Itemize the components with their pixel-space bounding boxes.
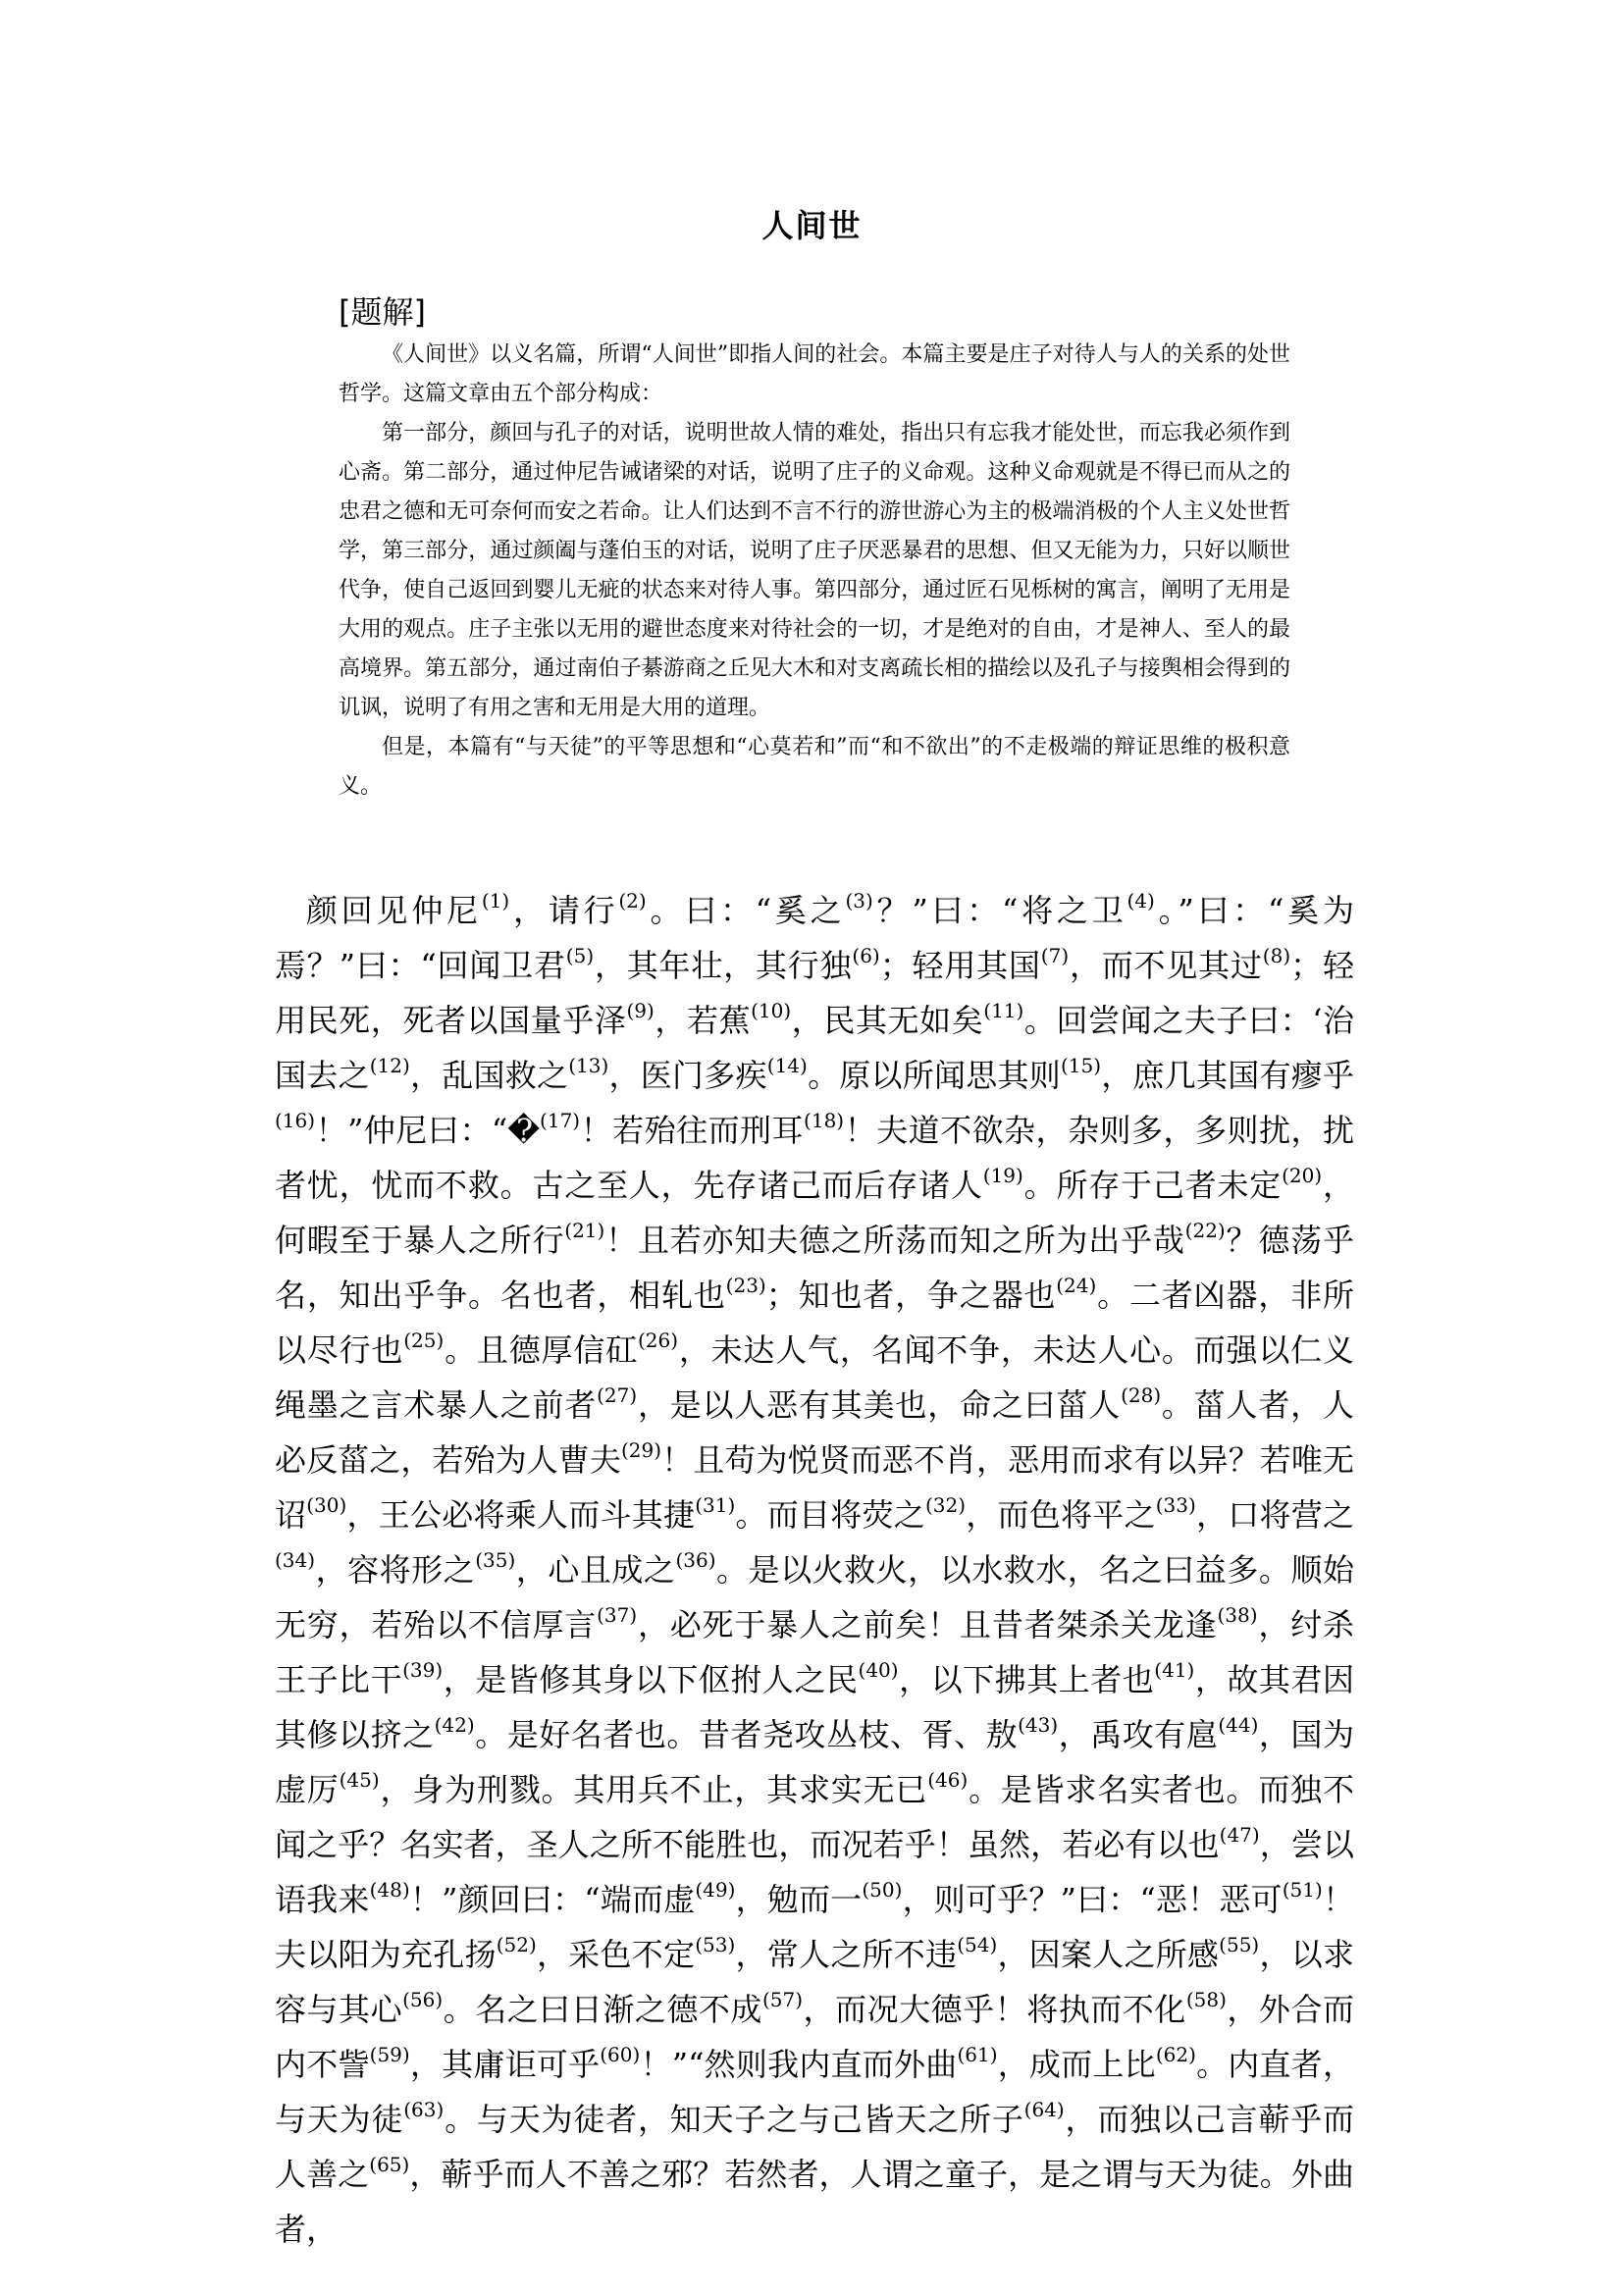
footnote-marker: (64) — [1023, 2098, 1065, 2121]
text-segment: ，因案人之所感 — [997, 1936, 1220, 1973]
text-segment: ；轻用其国 — [879, 947, 1041, 984]
text-segment: ！”仲尼曰：“� — [315, 1112, 541, 1149]
footnote-marker: (53) — [695, 1933, 736, 1956]
footnote-marker: (41) — [1154, 1658, 1195, 1682]
text-segment: 。二者凶器，非所以尽行也 — [275, 1277, 1354, 1369]
text-segment: ？”曰：“将之卫 — [872, 892, 1127, 929]
text-segment: ，是皆修其身以下伛拊人之民 — [443, 1661, 859, 1698]
section-heading: [题解] — [339, 293, 426, 331]
footnote-marker: (50) — [862, 1878, 903, 1902]
text-segment: ；轻用民死，死者以国量乎泽 — [275, 947, 1354, 1039]
footnote-marker: (30) — [306, 1493, 347, 1517]
footnote-marker: (5) — [565, 944, 595, 967]
footnote-marker: (9) — [626, 999, 655, 1022]
footnote-marker: (11) — [983, 999, 1024, 1022]
footnote-marker: (2) — [618, 889, 647, 912]
footnote-marker: (65) — [369, 2153, 410, 2176]
text-segment: ，外合而内不訾 — [275, 1991, 1354, 2083]
footnote-marker: (10) — [751, 999, 792, 1022]
text-segment: ；知也者，争之器也 — [765, 1277, 1057, 1314]
intro-paragraph: 但是，本篇有“与天徒”的平等思想和“心莫若和”而“和不欲出”的不走极端的辩证思维的极积意义。 — [339, 735, 1290, 799]
text-segment: 。所存于己者未定 — [1022, 1167, 1283, 1204]
footnote-marker: (59) — [369, 2043, 410, 2066]
text-segment: 。曰：“奚之 — [646, 892, 846, 929]
text-segment: 。是以火救火，以水救水，名之曰益多。顺始无穷，若殆以不信厚言 — [275, 1551, 1354, 1643]
text-segment: ，是以人恶有其美也，命之曰菑人 — [637, 1386, 1122, 1424]
page-title: 人间世 — [761, 207, 863, 244]
text-segment: ，请行 — [509, 892, 619, 929]
text-segment: ，而不见其过 — [1069, 947, 1263, 984]
intro-paragraph: 第一部分，颜回与孔子的对话，说明世故人情的难处，指出只有忘我才能处世，而忘我必须作到心斋。第二部分，通过仲尼告诫诸梁的对话，说明了庄子的义命观。这种义命观就是不得已而从之的忠君之德和无可奈何而安之若命。让人们达到不言不行的游世游心为主的极端消极的个人主义处世哲学，第三部分，通过颜阖与蓬伯玉的对话，说明了庄子厌恶暴君的思想、但又无能为力，只好以顺世代争，使自己返回到婴儿无疵的状态来对待人事。第四部分，通过匠石见栎树的寓言，阐明了无用是大用的观点。庄子主张以无用的避世态度来对待社会的一切，才是绝对的自由，才是神人、至人的最高境界。第五部分，通过南伯子綦游商之丘见大木和对支离疏长相的描绘以及孔子与接舆相会得到的讥讽，说明了有用之害和无用是大用的道理。 — [339, 421, 1290, 720]
footnote-marker: (24) — [1056, 1274, 1097, 1297]
text-segment: 。且德厚信矼 — [444, 1331, 638, 1369]
footnote-marker: (47) — [1219, 1823, 1260, 1847]
footnote-marker: (60) — [600, 2043, 641, 2066]
text-segment: ，而色将平之 — [966, 1496, 1156, 1534]
text-segment: ，而况大德乎！将执而不化 — [803, 1991, 1186, 2028]
text-segment: ，庶几其国有瘳乎 — [1101, 1057, 1354, 1094]
footnote-marker: (29) — [620, 1438, 662, 1462]
text-segment: ，其庸讵可乎 — [409, 2046, 601, 2083]
text-segment: ，何暇至于暴人之所行 — [275, 1167, 1354, 1259]
footnote-marker: (25) — [403, 1329, 445, 1352]
text-segment: ，蕲乎而人不善之邪？若然者，人谓之童子，是之谓与天为徒。外曲者， — [275, 2156, 1354, 2248]
footnote-marker: (55) — [1219, 1933, 1260, 1956]
footnote-marker: (42) — [434, 1713, 475, 1737]
footnote-marker: (49) — [695, 1878, 736, 1902]
text-segment: ，其年壮，其行独 — [594, 947, 853, 984]
footnote-marker: (14) — [766, 1054, 808, 1077]
text-segment: ，纣杀王子比干 — [275, 1606, 1354, 1698]
footnote-marker: (19) — [982, 1164, 1023, 1187]
text-segment: ！夫道不欲杂，杂则多，多则扰，扰者忧，忧而不救。古之至人，先存诸己而后存诸人 — [275, 1112, 1354, 1204]
footnote-marker: (54) — [957, 1933, 998, 1956]
text-segment: ，禹攻有扈 — [1058, 1716, 1219, 1753]
footnote-marker: (32) — [924, 1493, 967, 1517]
text-segment: 。原以所闻思其则 — [807, 1057, 1061, 1094]
footnote-marker: (36) — [675, 1548, 716, 1572]
text-segment: 。菑人者，人必反菑之，若殆为人曹夫 — [275, 1386, 1354, 1479]
text-segment: 。而目将荧之 — [735, 1496, 925, 1534]
text-segment: ，勉而一 — [735, 1881, 863, 1918]
footnote-marker: (62) — [1155, 2043, 1196, 2066]
text-segment: ，未达人气，名闻不争，未达人心。而强以仁义绳墨之言术暴人之前者 — [275, 1331, 1354, 1424]
text-segment: ？德荡乎名，知出乎争。名也者，相轧也 — [275, 1222, 1354, 1314]
text-segment: ！夫以阳为充孔扬 — [275, 1881, 1354, 1973]
footnote-marker: (37) — [597, 1603, 638, 1627]
text-segment: ，常人之所不违 — [735, 1936, 958, 1973]
footnote-marker: (56) — [402, 1988, 444, 2011]
footnote-marker: (39) — [402, 1658, 444, 1682]
text-segment: ，口将营之 — [1195, 1496, 1354, 1534]
footnote-marker: (31) — [695, 1493, 736, 1517]
text-segment: ，尝以语我来 — [275, 1826, 1354, 1918]
footnote-marker: (45) — [339, 1768, 380, 1792]
text-segment: ，以下拂其上者也 — [898, 1661, 1155, 1698]
footnote-marker: (8) — [1262, 944, 1291, 967]
footnote-marker: (13) — [568, 1054, 609, 1077]
text-segment: ，心且成之 — [515, 1551, 676, 1589]
footnote-marker: (20) — [1282, 1164, 1323, 1187]
footnote-marker: (46) — [927, 1768, 969, 1792]
footnote-marker: (6) — [852, 944, 880, 967]
text-segment: 。与天为徒者，知天子之与己皆天之所子 — [444, 2101, 1024, 2138]
footnote-marker: (16) — [275, 1109, 316, 1132]
footnote-marker: (51) — [1282, 1878, 1323, 1902]
text-segment: ！”颜回曰：“端而虚 — [409, 1881, 696, 1918]
footnote-marker: (22) — [1184, 1219, 1226, 1242]
footnote-marker: (52) — [496, 1933, 537, 1956]
footnote-marker: (4) — [1126, 889, 1155, 912]
main-paragraph — [275, 883, 1354, 2257]
footnote-marker: (28) — [1121, 1383, 1162, 1407]
footnote-marker: (61) — [957, 2043, 998, 2066]
footnote-marker: (18) — [804, 1109, 845, 1132]
text-segment: 。”曰：“奚为焉？”曰：“回闻卫君 — [275, 892, 1354, 984]
text-segment: 。回尝闻之夫子曰：‘治国去之 — [275, 1002, 1354, 1094]
footnote-marker: (1) — [481, 889, 510, 912]
footnote-marker: (17) — [540, 1109, 581, 1132]
text-segment: ，若蕉 — [654, 1002, 752, 1039]
footnote-marker: (58) — [1185, 1988, 1227, 2011]
footnote-marker: (57) — [761, 1988, 803, 2011]
text-segment: 。名之曰日渐之德不成 — [443, 1991, 762, 2028]
text-segment: ，容将形之 — [315, 1551, 476, 1589]
text-segment: 。内直者，与天为徒 — [275, 2046, 1354, 2138]
text-segment: ，民其无如矣 — [791, 1002, 984, 1039]
footnote-marker: (34) — [275, 1548, 316, 1572]
text-segment: ，则可乎？”曰：“恶！恶可 — [902, 1881, 1283, 1918]
footnote-marker: (43) — [1018, 1713, 1059, 1737]
text-segment: ，王公必将乘人而斗其捷 — [346, 1496, 696, 1534]
footnote-marker: (7) — [1040, 944, 1070, 967]
text-segment: 。是好名者也。昔者尧攻丛枝、胥、敖 — [474, 1716, 1019, 1753]
text-segment: 。是皆求名实者也。而独不闻之乎？名实者，圣人之所不能胜也，而况若乎！虽然，若必有以也 — [275, 1771, 1354, 1863]
intro-section — [339, 336, 1290, 807]
text-segment: ，乱国救之 — [409, 1057, 569, 1094]
footnote-marker: (38) — [1217, 1603, 1258, 1627]
footnote-marker: (63) — [403, 2098, 445, 2121]
text-segment: 颜回见仲尼 — [306, 892, 482, 929]
text-segment: ，必死于暴人之前矣！且昔者桀杀关龙逢 — [637, 1606, 1218, 1643]
footnote-marker: (35) — [475, 1548, 516, 1572]
text-segment: ，国为虚厉 — [275, 1716, 1354, 1808]
main-text — [275, 883, 1354, 2257]
text-segment: ，身为刑戮。其用兵不止，其求实无已 — [379, 1771, 928, 1808]
footnote-marker: (3) — [845, 889, 873, 912]
text-segment: ，采色不定 — [536, 1936, 696, 1973]
footnote-marker: (21) — [564, 1219, 605, 1242]
footnote-marker: (12) — [369, 1054, 410, 1077]
footnote-marker: (15) — [1061, 1054, 1102, 1077]
footnote-marker: (48) — [369, 1878, 410, 1902]
footnote-marker: (23) — [725, 1274, 766, 1297]
footnote-marker: (27) — [597, 1383, 638, 1407]
text-segment: ，而独以己言蕲乎而人善之 — [275, 2101, 1354, 2193]
text-segment: ，成而上比 — [997, 2046, 1156, 2083]
text-segment: ！且苟为悦贤而恶不肖，恶用而求有以异？若唯无诏 — [275, 1441, 1354, 1534]
footnote-marker: (44) — [1218, 1713, 1259, 1737]
text-segment: ，以求容与其心 — [275, 1936, 1354, 2028]
footnote-marker: (33) — [1155, 1493, 1196, 1517]
text-segment: ，医门多疾 — [608, 1057, 767, 1094]
text-segment: ！”“然则我内直而外曲 — [640, 2046, 958, 2083]
text-segment: ！且若亦知夫德之所荡而知之所为出乎哉 — [604, 1222, 1185, 1259]
text-segment: ，故其君因其修以挤之 — [275, 1661, 1354, 1753]
intro-paragraph: 《人间世》以义名篇，所谓“人间世”即指人间的社会。本篇主要是庄子对待人与人的关系的处世哲学。这篇文章由五个部分构成： — [339, 342, 1290, 406]
text-segment: ！若殆往而刑耳 — [580, 1112, 805, 1149]
footnote-marker: (40) — [858, 1658, 899, 1682]
footnote-marker: (26) — [637, 1329, 679, 1352]
